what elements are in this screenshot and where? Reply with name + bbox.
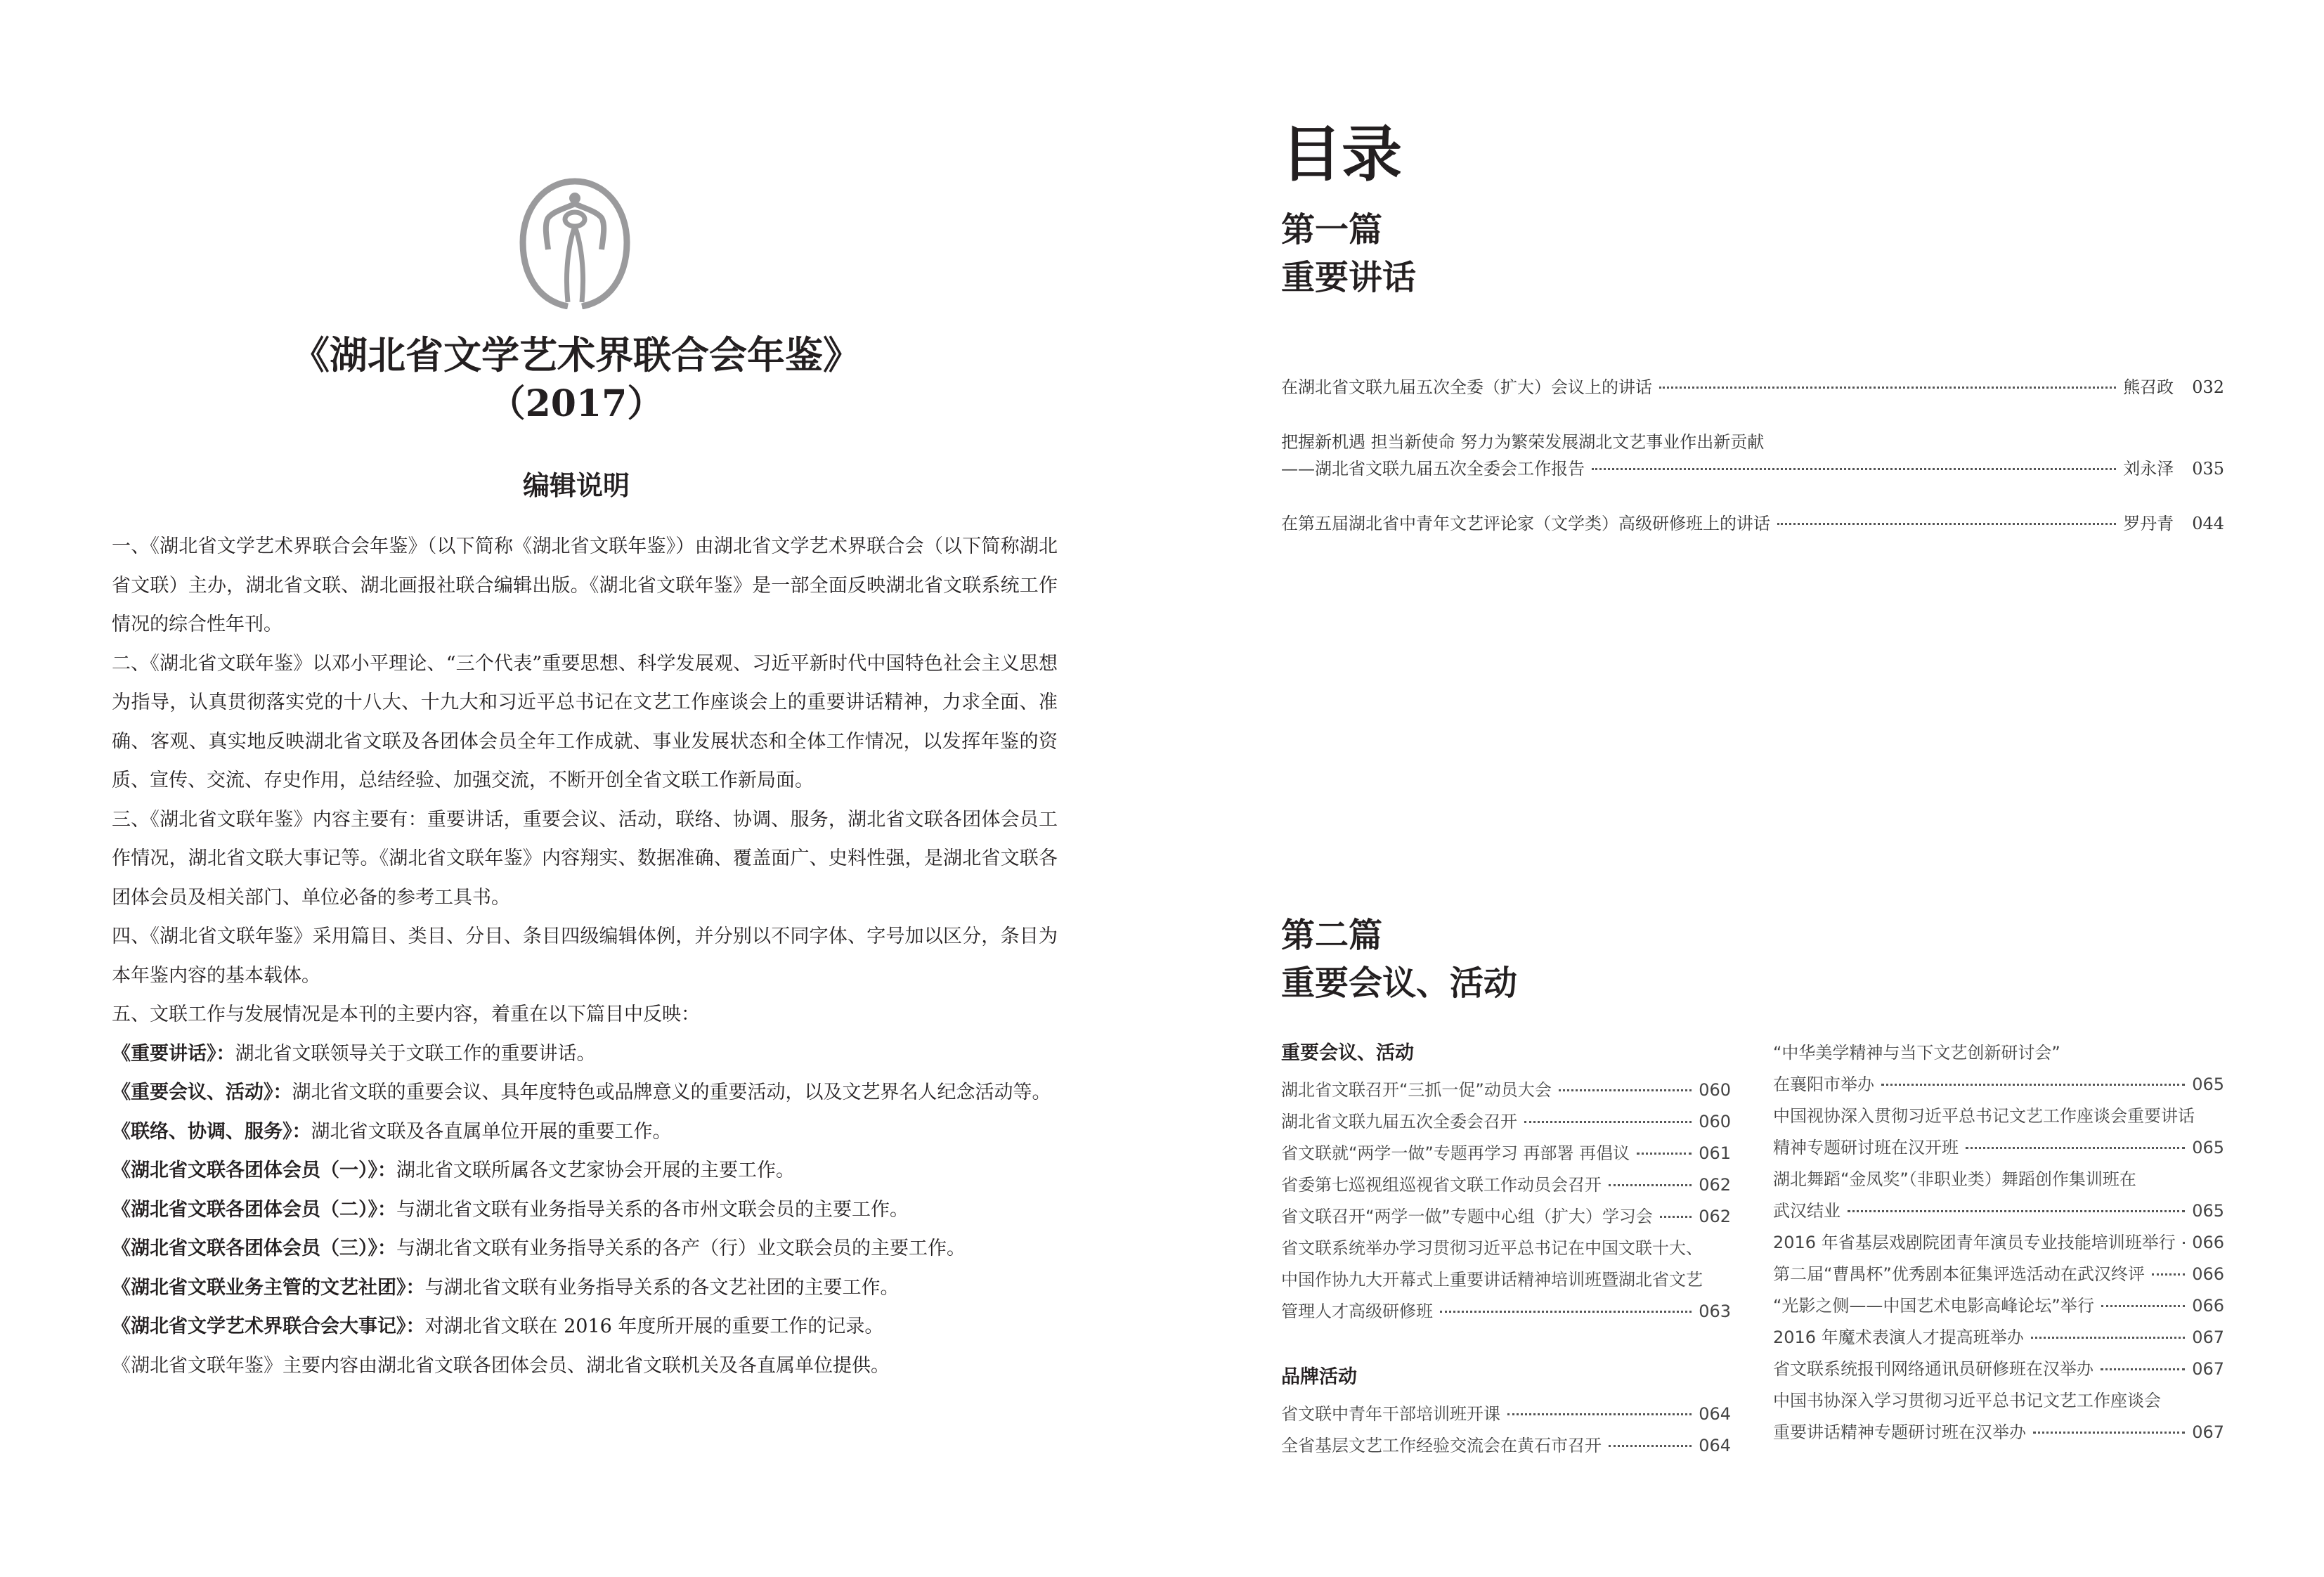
toc-entry-title[interactable]: 省文联中青年干部培训班开课 xyxy=(1281,1404,1500,1424)
toc-entry-line xyxy=(1773,1227,2224,1259)
toc-entry-title[interactable]: 武汉结业 xyxy=(1773,1201,1841,1221)
editorial-paragraph xyxy=(112,1112,1058,1152)
dot-leader xyxy=(2101,1368,2185,1370)
toc-entry-title[interactable]: 省文联系统报刊网络通讯员研修班在汉举办 xyxy=(1773,1359,2093,1379)
toc-entry-page: 061 xyxy=(1699,1143,1731,1163)
toc-entry[interactable] xyxy=(1773,1385,2224,1448)
toc-entry[interactable] xyxy=(1281,1201,1731,1233)
toc-entry-line xyxy=(1281,455,2224,482)
toc-entry[interactable] xyxy=(1281,1075,1731,1106)
toc-entry-page: 067 xyxy=(2192,1359,2224,1379)
toc-entry-title[interactable]: 湖北省文联召开“三抓一促”动员大会 xyxy=(1281,1080,1552,1100)
toc-entry[interactable] xyxy=(1281,1138,1731,1169)
toc-entry-line xyxy=(1281,1430,1731,1462)
toc-entry-title[interactable]: 在湖北省文联九届五次全委（扩大）会议上的讲话 xyxy=(1281,377,1652,397)
toc-entry-line xyxy=(1281,429,2224,455)
federation-logo-icon xyxy=(519,176,631,309)
toc-entry-title[interactable]: 中国视协深入贯彻习近平总书记文艺工作座谈会重要讲话 xyxy=(1773,1106,2195,1126)
toc-entry-author: 刘永泽 xyxy=(2123,459,2174,479)
toc-entry-title[interactable]: 省文联就“两学一做”专题再学习 再部署 再倡议 xyxy=(1281,1143,1630,1163)
toc-entry-page: 066 xyxy=(2192,1233,2224,1252)
editorial-paragraph xyxy=(112,1073,1058,1112)
toc-entry-line xyxy=(1773,1385,2224,1417)
toc-entry-line xyxy=(1281,1264,1731,1296)
toc-entry[interactable] xyxy=(1281,1106,1731,1138)
paragraph-text: 二、《湖北省文联年鉴》以邓小平理论、“三个代表”重要思想、科学发展观、习近平新时代中国特色社会主义思想为指导，认真贯彻落实党的十八大、十九大和习近平总书记在文艺工作座谈会上的重要讲话精神，力求全面、准确、客观、真实地反映湖北省文联及各团体会员全年工作成就、事业发展状态和全体工作情况，以发挥年鉴的资质、宣传、交流、存史作用，总结经验、加强交流，不断开创全省文联工作新局面。 xyxy=(112,652,1058,791)
paragraph-text: 与湖北省文联有业务指导关系的各文艺社团的主要工作。 xyxy=(424,1276,900,1299)
dot-leader xyxy=(2183,1242,2185,1244)
toc-entry-line xyxy=(1773,1290,2224,1322)
toc-entry-page: 062 xyxy=(1699,1175,1731,1195)
toc-entry-line xyxy=(1773,1417,2224,1448)
toc-entry-title[interactable]: “光影之侧——中国艺术电影高峰论坛”举行 xyxy=(1773,1296,2094,1316)
editorial-paragraph xyxy=(112,800,1058,918)
dot-leader xyxy=(1524,1121,1692,1123)
toc-title: 目录 xyxy=(1281,119,1402,190)
toc-entry-page: 064 xyxy=(1699,1404,1731,1424)
paragraph-text: 与湖北省文联有业务指导关系的各产（行）业文联会员的主要工作。 xyxy=(396,1238,966,1259)
toc-entry-title[interactable]: 中国书协深入学习贯彻习近平总书记文艺工作座谈会 xyxy=(1773,1391,2161,1410)
toc-entry-page: 066 xyxy=(2192,1264,2224,1284)
toc-entry-page: 060 xyxy=(1699,1112,1731,1131)
editorial-paragraph xyxy=(112,644,1058,800)
editorial-paragraph xyxy=(112,527,1058,644)
editorial-paragraph xyxy=(112,1151,1058,1190)
toc-entry-page: 067 xyxy=(2192,1422,2224,1442)
toc-entry-line xyxy=(1281,1169,1731,1201)
toc-entry-line xyxy=(1281,1233,1731,1264)
paragraph-heading: 《湖北省文联各团体会员（二）》： xyxy=(112,1198,396,1221)
toc-entry[interactable] xyxy=(1281,510,2224,537)
editorial-notes-title: 编辑说明 xyxy=(522,469,630,501)
toc-entry[interactable] xyxy=(1773,1037,2224,1101)
toc-entry-title[interactable]: 湖北舞蹈“金凤奖”（非职业类）舞蹈创作集训班在 xyxy=(1773,1169,2136,1189)
part2-toc-right-column xyxy=(1773,1037,2224,1448)
toc-entry-title[interactable]: 重要讲话精神专题研讨班在汉举办 xyxy=(1773,1422,2026,1442)
toc-entry-line xyxy=(1281,1201,1731,1233)
paragraph-heading: 《重要会议、活动》： xyxy=(112,1082,292,1103)
dot-leader xyxy=(1637,1153,1692,1155)
toc-entry[interactable] xyxy=(1281,374,2224,401)
editorial-notes-body xyxy=(112,527,1058,1385)
editorial-paragraph xyxy=(112,1034,1058,1074)
editorial-paragraph xyxy=(112,995,1058,1034)
toc-entry[interactable] xyxy=(1773,1227,2224,1259)
toc-entry-page: 064 xyxy=(1699,1436,1731,1455)
dot-leader xyxy=(2101,1305,2185,1307)
toc-entry-title[interactable]: 第二届“曹禺杯”优秀剧本征集评选活动在武汉终评 xyxy=(1773,1264,2145,1284)
toc-entry-title[interactable]: 2016 年省基层戏剧院团青年演员专业技能培训班举行 xyxy=(1773,1233,2176,1252)
toc-entry-line xyxy=(1773,1069,2224,1101)
paragraph-text: 四、《湖北省文联年鉴》采用篇目、类目、分目、条目四级编辑体例，并分别以不同字体、字号加以区分，条目为本年鉴内容的基本载体。 xyxy=(112,926,1058,987)
toc-entry-title[interactable]: 中国作协九大开幕式上重要讲话精神培训班暨湖北省文艺 xyxy=(1281,1270,1703,1290)
toc-subsection-title: 重要会议、活动 xyxy=(1281,1042,1414,1064)
toc-entry-line xyxy=(1773,1259,2224,1290)
paragraph-text: 三、《湖北省文联年鉴》内容主要有：重要讲话，重要会议、活动，联络、协调、服务，湖北省文联各团体会员工作情况，湖北省文联大事记等。《湖北省文联年鉴》内容翔实、数据准确、覆盖面广、史料性强，是湖北省文联各团体会员及相关部门、单位必备的参考工具书。 xyxy=(112,808,1058,909)
toc-entry-title[interactable]: 把握新机遇 担当新使命 努力为繁荣发展湖北文艺事业作出新贡献 xyxy=(1281,432,1765,452)
editorial-paragraph xyxy=(112,1268,1058,1308)
toc-entry-page: 065 xyxy=(2192,1075,2224,1094)
dot-leader xyxy=(1659,387,2116,389)
toc-entry[interactable] xyxy=(1281,1169,1731,1201)
toc-entry-page: 065 xyxy=(2192,1138,2224,1157)
dot-leader xyxy=(1609,1184,1692,1186)
paragraph-heading: 《重要讲话》： xyxy=(112,1042,235,1065)
paragraph-text: 湖北省文联所属各文艺家协会开展的主要工作。 xyxy=(396,1160,795,1181)
toc-entry-title[interactable]: “中华美学精神与当下文艺创新研讨会” xyxy=(1773,1043,2060,1063)
toc-entry-page: 032 xyxy=(2192,377,2224,397)
paragraph-text: 对湖北省文联在 2016 年度所开展的重要工作的记录。 xyxy=(424,1316,884,1337)
toc-entry-title[interactable]: ——湖北省文联九届五次全委会工作报告 xyxy=(1281,459,1585,479)
toc-entry-line xyxy=(1773,1101,2224,1132)
toc-entry-line xyxy=(1773,1132,2224,1164)
toc-entry-title[interactable]: 管理人才高级研修班 xyxy=(1281,1302,1433,1321)
toc-subsection-title: 品牌活动 xyxy=(1281,1366,1357,1388)
dot-leader xyxy=(1559,1089,1692,1091)
toc-entry-title[interactable]: 省文联系统举办学习贯彻习近平总书记在中国文联十大、 xyxy=(1281,1238,1703,1258)
dot-leader xyxy=(1660,1216,1692,1218)
toc-entry-line xyxy=(1281,1138,1731,1169)
toc-entry-line xyxy=(1281,1296,1731,1328)
toc-entry-line xyxy=(1281,1106,1731,1138)
part2-name: 重要会议、活动 xyxy=(1281,963,1518,1003)
toc-entry-title[interactable]: 省委第七巡视组巡视省文联工作动员会召开 xyxy=(1281,1175,1602,1195)
dot-leader xyxy=(1440,1311,1692,1313)
toc-entry-title[interactable]: 在第五届湖北省中青年文艺评论家（文学类）高级研修班上的讲话 xyxy=(1281,514,1770,533)
paragraph-text: 湖北省文联领导关于文联工作的重要讲话。 xyxy=(235,1042,596,1065)
dot-leader xyxy=(1881,1084,2185,1086)
dot-leader xyxy=(1848,1210,2185,1212)
toc-entry-page: 066 xyxy=(2192,1296,2224,1316)
paragraph-text: 与湖北省文联有业务指导关系的各市州文联会员的主要工作。 xyxy=(396,1198,909,1221)
dot-leader xyxy=(2033,1432,2185,1434)
toc-entry-author: 熊召政 xyxy=(2123,377,2174,397)
toc-entry-page: 035 xyxy=(2192,459,2224,479)
editorial-paragraph xyxy=(112,917,1058,995)
part2-toc-left-column xyxy=(1281,1037,1731,1462)
toc-entry[interactable] xyxy=(1773,1164,2224,1227)
toc-entry[interactable] xyxy=(1773,1290,2224,1322)
dot-leader xyxy=(2031,1337,2185,1339)
part1-toc-list xyxy=(1281,374,2224,537)
editorial-paragraph xyxy=(112,1307,1058,1346)
dot-leader xyxy=(1777,523,2116,525)
editorial-paragraph xyxy=(112,1229,1058,1268)
paragraph-heading: 《湖北省文学艺术界联合会大事记》： xyxy=(112,1316,425,1337)
paragraph-text: 五、文联工作与发展情况是本刊的主要内容，着重在以下篇目中反映： xyxy=(112,1004,700,1025)
toc-entry[interactable] xyxy=(1281,1430,1731,1462)
toc-entry-line xyxy=(1281,510,2224,537)
paragraph-heading: 《湖北省文联业务主管的文艺社团》： xyxy=(112,1276,425,1299)
paragraph-text: 湖北省文联的重要会议、具年度特色或品牌意义的重要活动，以及文艺界名人纪念活动等。 xyxy=(292,1082,1051,1103)
toc-entry-page: 062 xyxy=(1699,1207,1731,1226)
paragraph-text: 一、《湖北省文学艺术界联合会年鉴》（以下简称《湖北省文联年鉴》）由湖北省文学艺术界联合会（以下简称湖北省文联）主办，湖北省文联、湖北画报社联合编辑出版。《湖北省文联年鉴》是一部全面反映湖北省文联系统工作情况的综合性年刊。 xyxy=(112,536,1058,635)
toc-entry-title[interactable]: 湖北省文联九届五次全委会召开 xyxy=(1281,1112,1517,1131)
paragraph-text: 湖北省文联及各直属单位开展的重要工作。 xyxy=(311,1120,672,1143)
dot-leader xyxy=(1507,1413,1692,1415)
dot-leader xyxy=(2152,1273,2185,1276)
toc-entry-title[interactable]: 精神专题研讨班在汉开班 xyxy=(1773,1138,1959,1157)
editorial-paragraph xyxy=(112,1346,1058,1386)
paragraph-text: 《湖北省文联年鉴》主要内容由湖北省文联各团体会员、湖北省文联机关及各直属单位提供。 xyxy=(112,1354,890,1377)
part1-number: 第一篇 xyxy=(1281,210,1383,249)
toc-entry-author: 罗丹青 xyxy=(2123,514,2174,533)
toc-entry-page: 065 xyxy=(2192,1201,2224,1221)
toc-entry-page: 060 xyxy=(1699,1080,1731,1100)
part2-number: 第二篇 xyxy=(1281,916,1383,955)
toc-entry[interactable] xyxy=(1773,1322,2224,1354)
toc-entry[interactable] xyxy=(1773,1101,2224,1164)
editorial-paragraph xyxy=(112,1190,1058,1230)
toc-entry-line xyxy=(1773,1354,2224,1385)
paragraph-heading: 《湖北省文联各团体会员（三）》： xyxy=(112,1238,396,1259)
toc-entry-page: 063 xyxy=(1699,1302,1731,1321)
toc-entry-line xyxy=(1773,1195,2224,1227)
toc-entry-line xyxy=(1281,1398,1731,1430)
toc-entry-page: 067 xyxy=(2192,1328,2224,1347)
part1-name: 重要讲话 xyxy=(1281,258,1417,297)
toc-entry[interactable] xyxy=(1773,1354,2224,1385)
dot-leader xyxy=(1592,468,2116,470)
toc-entry-line xyxy=(1773,1322,2224,1354)
toc-entry-title[interactable]: 全省基层文艺工作经验交流会在黄石市召开 xyxy=(1281,1436,1602,1455)
toc-entry-line xyxy=(1281,374,2224,401)
book-year: （2017） xyxy=(488,382,664,425)
toc-entry-line xyxy=(1773,1164,2224,1195)
toc-entry[interactable] xyxy=(1281,1398,1731,1430)
dot-leader xyxy=(1609,1445,1692,1447)
toc-entry-page: 044 xyxy=(2192,514,2224,533)
toc-entry[interactable] xyxy=(1281,1233,1731,1328)
toc-entry-line xyxy=(1281,1075,1731,1106)
toc-entry-title[interactable]: 在襄阳市举办 xyxy=(1773,1075,1874,1094)
dot-leader xyxy=(1966,1147,2185,1149)
book-title: 《湖北省文学艺术界联合会年鉴》 xyxy=(292,332,861,377)
toc-entry-title[interactable]: 2016 年魔术表演人才提高班举办 xyxy=(1773,1328,2024,1347)
paragraph-heading: 《联络、协调、服务》： xyxy=(112,1120,311,1143)
toc-entry-title[interactable]: 省文联召开“两学一做”专题中心组（扩大）学习会 xyxy=(1281,1207,1653,1226)
paragraph-heading: 《湖北省文联各团体会员（一）》： xyxy=(112,1160,396,1181)
toc-entry[interactable] xyxy=(1281,429,2224,482)
toc-entry[interactable] xyxy=(1773,1259,2224,1290)
toc-entry-line xyxy=(1773,1037,2224,1069)
